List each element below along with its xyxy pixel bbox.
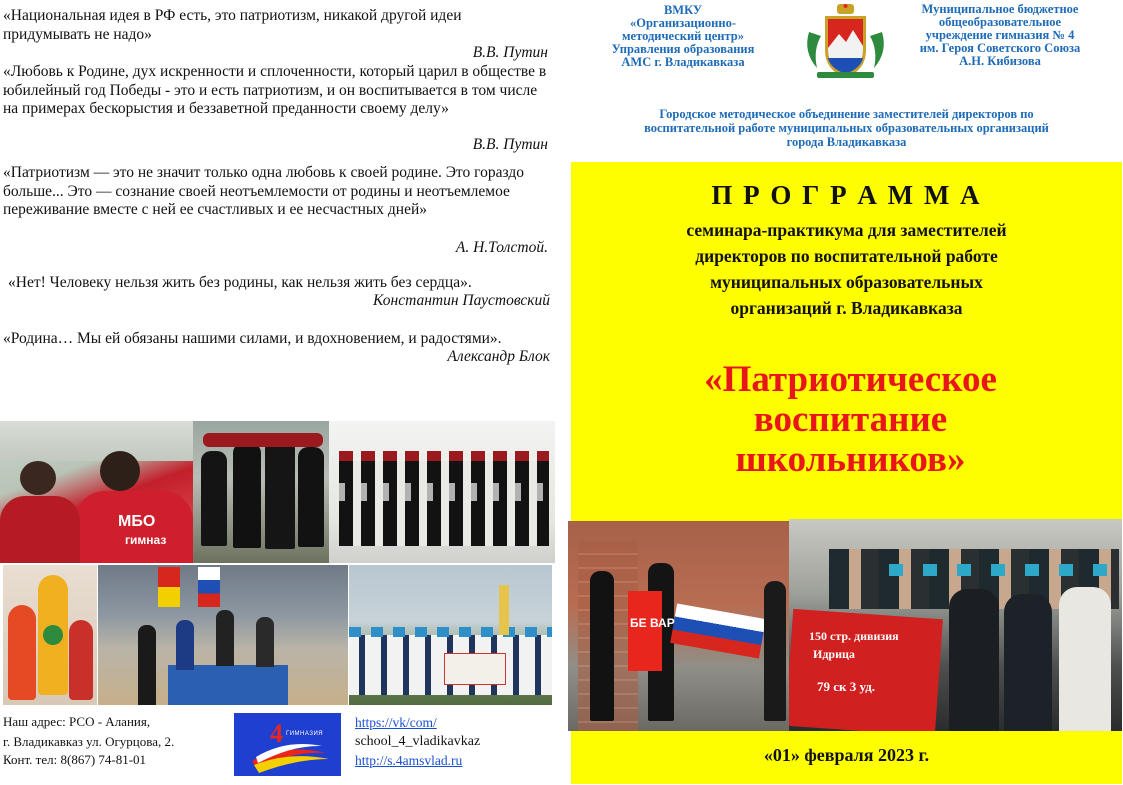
header-right-org-line: А.Н. Кибизова — [959, 54, 1041, 68]
quote-4: «Нет! Человеку нельзя жить без родины, как нельзя жить без сердца». — [8, 274, 472, 291]
header-left-org-line: АМС г. Владикавказа — [621, 55, 745, 69]
coat-of-arms-icon — [803, 2, 888, 82]
coat-of-arms — [803, 2, 888, 82]
quote-4-author: Константин Паустовский — [373, 292, 550, 309]
phone-number: Конт. тел: 8(867) 74-81-01 — [3, 752, 147, 767]
banner-text: 150 стр. дивизия — [809, 629, 899, 643]
header-left-org-line: ВМКУ — [663, 3, 703, 17]
program-subtitle — [571, 217, 1122, 321]
quote-3: «Патриотизм — это не значит только одна любовь к своей родине. Это гораздо больше... Это — сознание своей неотъемлемости от родины и неотъемлемое переживание вместе с ней ее счастливых и ее несчастных дней» — [3, 164, 524, 218]
site-link[interactable]: http://s.4amsvlad.ru — [355, 753, 463, 768]
logo-number: 4 — [270, 719, 283, 748]
header-right-org — [900, 3, 1100, 68]
header-right-org-line: общеобразовательное — [938, 15, 1062, 29]
photo-veterans-banner — [789, 519, 1122, 731]
quote-3-author: А. Н.Толстой. — [455, 239, 548, 256]
photo-volunteers — [0, 421, 193, 563]
photo-cadets-lineup — [329, 421, 555, 563]
school-logo — [234, 713, 341, 776]
header-association-line: Городское методическое объединение заместителей директоров по — [659, 107, 1034, 121]
program-topic-line: школьников» — [735, 439, 966, 480]
quote-1-author: В.В. Путин — [472, 44, 548, 61]
program-topic-line: воспитание — [753, 399, 948, 440]
address-line-1: Наш адрес: РСО - Алания, — [3, 714, 151, 729]
program-subtitle-line: семинара-практикума для заместителей — [686, 220, 1007, 240]
header-left-org-line: Управления образования — [611, 42, 755, 56]
program-subtitle-line: директоров по воспитательной работе — [695, 246, 998, 266]
program-subtitle-line: муниципальных образовательных — [710, 272, 983, 292]
vk-link[interactable]: https://vk/com/ — [355, 715, 437, 730]
quote-5-author: Александр Блок — [447, 348, 550, 365]
photo-cadets-marching — [193, 421, 329, 563]
vk-handle: school_4_vladikavkaz — [355, 734, 481, 749]
program-topic — [575, 360, 1123, 480]
banner-text-2: Идрица — [813, 647, 855, 661]
header-left-org-line: методический центр» — [622, 29, 744, 43]
photo-shirt-text: МБО — [118, 513, 156, 530]
photo-stand-text: БЕ ВАР — [630, 616, 675, 630]
header-association-line: города Владикавказа — [786, 135, 907, 149]
quote-5: «Родина… Мы ей обязаны нашими силами, и вдохновением, и радостями». — [3, 330, 502, 347]
program-date: «01» февраля 2023 г. — [763, 745, 930, 765]
photo-folk-dolls — [3, 565, 97, 705]
logo-text: ГИМНАЗИЯ — [286, 731, 324, 737]
quote-2-author: В.В. Путин — [472, 136, 548, 153]
program-title: П Р О Г Р А М М А — [711, 180, 982, 210]
header-right-org-line: учреждение гимназия № 4 — [925, 28, 1075, 42]
quote-2: «Любовь к Родине, дух искренности и сплоченности, который царил в обществе в юбилейный год Победы - это и есть патриотизм, и он воспитывается в том числе на примерах бескорыстия и беззаветной преданности своему делу» — [3, 63, 547, 117]
photo-outdoor-event — [349, 565, 552, 705]
header-association — [571, 107, 1122, 149]
banner-text-3: 79 ск 3 уд. — [817, 679, 876, 694]
school-logo-graphic — [234, 713, 341, 776]
program-topic-line: «Патриотическое — [704, 359, 997, 400]
header-left-org — [608, 4, 758, 69]
photo-shirt-text-2: гимназ — [125, 533, 167, 547]
photo-sports-award — [98, 565, 348, 705]
header-right-org-line: им. Героя Советского Союза — [919, 41, 1081, 55]
quote-1: «Национальная идея в РФ есть, это патриотизм, никакой другой идеи придумывать не надо» — [3, 7, 462, 43]
program-subtitle-line: организаций г. Владикавказа — [730, 298, 963, 318]
header-right-org-line: Муниципальное бюджетное — [921, 2, 1079, 16]
photo-flag-ceremony — [568, 521, 789, 731]
header-association-line: воспитательной работе муниципальных образовательных организаций — [644, 121, 1049, 135]
header-left-org-line: «Организационно- — [630, 16, 736, 30]
address-line-2: г. Владикавказ ул. Огурцова, 2. — [3, 734, 175, 749]
